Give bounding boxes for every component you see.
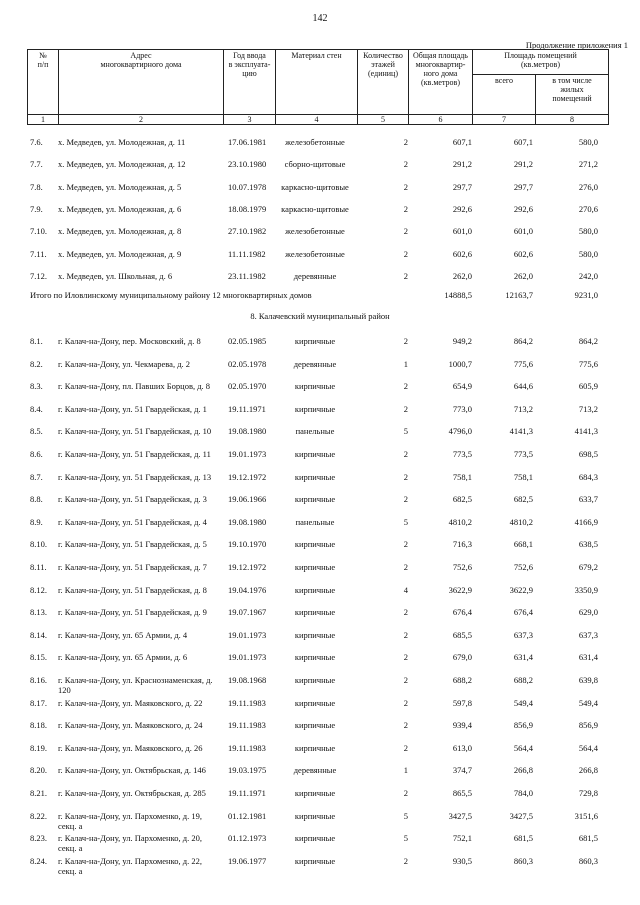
row-address: г. Калач-на-Дону, ул. Чекмарева, д. 2: [58, 358, 191, 369]
row-number: 8.8.: [30, 494, 43, 505]
header-living: в том числе жилых помещений: [536, 75, 609, 115]
row-premises-living: 549,4: [578, 697, 598, 708]
row-year: 19.01.1973: [228, 652, 267, 663]
row-total-area: 865,5: [452, 788, 472, 798]
row-address: г. Калач-на-Дону, ул. Маяковского, д. 22: [58, 697, 203, 708]
row-premises-all: 564,4: [513, 742, 533, 753]
row-total-area: 758,1: [452, 471, 472, 482]
row-total-area: 297,7: [452, 181, 472, 192]
row-floors: 1: [403, 765, 408, 776]
row-material: панельные: [295, 516, 335, 527]
row-floors: 5: [403, 426, 408, 437]
col-number: 4: [276, 115, 358, 125]
row-premises-living: 3350,9: [574, 584, 598, 595]
row-floors: 2: [403, 381, 408, 392]
row-total-area: 3427,5: [448, 810, 472, 821]
row-premises-all: 682,5: [513, 494, 533, 505]
row-year: 19.11.1983: [228, 697, 266, 708]
row-material: деревянные: [293, 270, 337, 281]
row-material: кирпичные: [294, 833, 336, 844]
row-premises-living: 271,2: [578, 159, 598, 170]
row-floors: 2: [403, 159, 408, 170]
row-number: 8.11.: [30, 562, 47, 572]
row-total-area: 930,5: [452, 855, 472, 866]
row-number: 8.12.: [30, 584, 47, 595]
table-header: [27, 49, 608, 125]
row-number: 8.10.: [30, 539, 47, 550]
row-premises-living: 633,7: [578, 494, 598, 505]
row-floors: 2: [403, 248, 408, 259]
row-total-area: 613,0: [452, 742, 472, 753]
row-address: г. Калач-на-Дону, ул. Маяковского, д. 24: [58, 720, 203, 731]
header-total-area: Общая площадь многоквартир- ного дома (кв.метров): [409, 50, 473, 115]
row-total-area: 679,0: [452, 652, 472, 663]
row-address: г. Калач-на-Дону, ул. Октябрьская, д. 285: [58, 788, 206, 798]
row-total-area: 262,0: [452, 270, 472, 281]
row-floors: 2: [403, 788, 408, 798]
row-material: деревянные: [293, 765, 337, 776]
row-premises-living: 775,6: [578, 358, 598, 369]
row-year: 01.12.1981: [228, 810, 267, 821]
row-number: 8.1.: [30, 336, 43, 346]
row-address: г. Калач-на-Дону, ул. 51 Гвардейская, д. 3: [58, 494, 207, 505]
row-premises-living: 698,5: [578, 449, 598, 459]
row-total-area: 597,8: [452, 697, 472, 708]
col-number: 7: [473, 115, 536, 125]
row-address: х. Медведев, ул. Молодежная, д. 8: [58, 226, 182, 237]
row-total-area: 949,2: [452, 336, 472, 346]
row-material: кирпичные: [294, 697, 336, 708]
row-floors: 2: [403, 562, 408, 572]
row-total-area: 4796,0: [448, 426, 472, 437]
row-number: 8.24.: [30, 855, 47, 866]
row-year: 19.01.1973: [228, 449, 267, 459]
row-floors: 4: [403, 584, 408, 595]
row-year: 11.11.1982: [228, 248, 266, 259]
row-floors: 2: [403, 855, 408, 866]
row-floors: 2: [403, 137, 408, 147]
row-total-area: 939,4: [452, 720, 472, 731]
row-total-area: 676,4: [452, 607, 472, 618]
row-premises-all: 668,1: [513, 539, 533, 550]
row-address: х. Медведев, ул. Молодежная, д. 12: [58, 159, 186, 170]
row-address: г. Калач-на-Дону, ул. 51 Гвардейская, д. 4: [58, 516, 207, 527]
row-year: 19.01.1973: [228, 629, 267, 640]
row-premises-all: 4141,3: [509, 426, 533, 437]
col-number: 2: [59, 115, 224, 125]
row-material: кирпичные: [294, 494, 336, 505]
row-address: х. Медведев, ул. Молодежная, д. 11: [58, 137, 186, 147]
row-year: 19.11.1983: [228, 720, 266, 731]
row-year: 19.12.1972: [228, 562, 267, 572]
section-title: 8. Калачевский муниципальный район: [250, 311, 390, 321]
row-total-area: 685,5: [452, 629, 472, 640]
row-address: г. Калач-на-Дону, ул. Маяковского, д. 26: [58, 742, 203, 753]
row-year: 01.12.1973: [228, 833, 267, 844]
row-premises-living: 580,0: [578, 248, 598, 259]
row-premises-all: 758,1: [513, 471, 533, 482]
row-material: кирпичные: [294, 471, 336, 482]
row-premises-living: 713,2: [578, 403, 598, 414]
row-material: кирпичные: [294, 810, 336, 821]
row-premises-all: 784,0: [513, 788, 533, 798]
header-column-numbers: [28, 115, 609, 125]
row-premises-all: 262,0: [513, 270, 533, 281]
row-year: 18.08.1979: [228, 203, 267, 214]
row-material: панельные: [295, 426, 335, 437]
row-premises-living: 679,2: [578, 562, 598, 572]
row-floors: 1: [403, 358, 408, 369]
row-address: г. Калач-на-Дону, ул. 51 Гвардейская, д. 7: [58, 562, 207, 572]
row-total-area: 374,7: [452, 765, 472, 776]
row-premises-all: 3427,5: [509, 810, 533, 821]
row-floors: 2: [403, 675, 408, 685]
row-year: 19.08.1968: [228, 675, 267, 685]
row-year: 02.05.1978: [228, 358, 267, 369]
row-number: 8.17.: [30, 697, 47, 708]
row-premises-living: 564,4: [578, 742, 598, 753]
row-material: кирпичные: [294, 675, 336, 685]
col-number: 3: [224, 115, 276, 125]
row-address: г. Калач-на-Дону, ул. 51 Гвардейская, д. 10: [58, 426, 212, 437]
row-address: г. Калач-на-Дону, пер. Московский, д. 8: [58, 336, 201, 346]
row-premises-living: 266,8: [578, 765, 598, 776]
row-material: кирпичные: [294, 403, 336, 414]
row-floors: 2: [403, 270, 408, 281]
row-number: 7.12.: [30, 270, 47, 281]
row-material: железобетонные: [285, 248, 345, 259]
row-year: 19.11.1971: [228, 403, 266, 414]
row-premises-living: 681,5: [578, 833, 598, 844]
total-living: 9231,0: [574, 290, 598, 300]
row-premises-living: 864,2: [578, 336, 598, 346]
row-floors: 2: [403, 720, 408, 731]
row-floors: 2: [403, 494, 408, 505]
page-number: 142: [312, 13, 328, 24]
row-premises-all: 3622,9: [509, 584, 533, 595]
row-year: 19.04.1976: [228, 584, 267, 595]
row-number: 7.6.: [30, 137, 43, 147]
row-year: 19.07.1967: [228, 607, 267, 618]
row-address: г. Калач-на-Дону, ул. 51 Гвардейская, д. 5: [58, 539, 207, 550]
row-material: кирпичные: [294, 720, 336, 731]
row-premises-all: 688,2: [513, 675, 533, 685]
total-label: Итого по Иловлинскому муниципальному району 12 многоквартирных домов: [30, 290, 312, 300]
row-floors: 2: [403, 226, 408, 237]
row-number: 8.20.: [30, 765, 47, 776]
row-address: г. Калач-на-Дону, ул. 51 Гвардейская, д. 1: [58, 403, 207, 414]
row-premises-living: 729,8: [578, 788, 598, 798]
row-material: кирпичные: [294, 539, 336, 550]
row-total-area: 292,6: [452, 203, 472, 214]
col-number: 6: [409, 115, 473, 125]
row-number: 7.9.: [30, 203, 43, 214]
row-number: 7.11.: [30, 248, 47, 259]
row-total-area: 291,2: [452, 159, 472, 170]
row-number: 8.19.: [30, 742, 47, 753]
row-premises-all: 631,4: [513, 652, 533, 663]
row-address: г. Калач-на-Дону, ул. Пархоменко, д. 20, секц. а: [58, 833, 203, 854]
row-floors: 2: [403, 607, 408, 618]
row-premises-all: 773,5: [513, 449, 533, 459]
row-total-area: 773,5: [452, 449, 472, 459]
row-floors: 2: [403, 539, 408, 550]
row-premises-living: 270,6: [578, 203, 598, 214]
row-premises-all: 752,6: [513, 562, 533, 572]
row-floors: 2: [403, 449, 408, 459]
row-address: г. Калач-на-Дону, ул. Октябрьская, д. 146: [58, 765, 206, 776]
row-premises-all: 4810,2: [509, 516, 533, 527]
row-floors: 5: [403, 516, 408, 527]
row-number: 8.6.: [30, 449, 43, 459]
row-material: кирпичные: [294, 336, 336, 346]
row-address: г. Калач-на-Дону, ул. Пархоменко, д. 19, секц. а: [58, 810, 203, 831]
row-premises-living: 580,0: [578, 137, 598, 147]
row-total-area: 1000,7: [448, 358, 472, 369]
row-year: 27.10.1982: [228, 226, 267, 237]
row-premises-living: 605,9: [578, 381, 598, 392]
row-material: сборно-щитовые: [284, 159, 346, 170]
row-floors: 2: [403, 742, 408, 753]
row-number: 8.21.: [30, 788, 47, 798]
header-address: Адрес многоквартирного дома: [59, 50, 224, 115]
row-material: кирпичные: [294, 584, 336, 595]
row-premises-living: 860,3: [578, 855, 598, 866]
continuation-note: Продолжение приложения 1: [525, 40, 628, 50]
row-premises-all: 676,4: [513, 607, 533, 618]
row-material: железобетонные: [285, 137, 345, 147]
row-premises-living: 242,0: [578, 270, 598, 281]
row-number: 8.18.: [30, 720, 47, 731]
row-material: деревянные: [293, 358, 337, 369]
row-address: х. Медведев, ул. Школьная, д. 6: [58, 270, 173, 281]
row-material: каркасно-щитовые: [281, 181, 349, 192]
row-premises-all: 266,8: [513, 765, 533, 776]
row-number: 8.23.: [30, 833, 47, 844]
row-material: кирпичные: [294, 742, 336, 753]
row-total-area: 682,5: [452, 494, 472, 505]
row-premises-all: 601,0: [513, 226, 533, 237]
header-floors: Количество этажей (единиц): [358, 50, 409, 115]
row-floors: 2: [403, 336, 408, 346]
row-address: г. Калач-на-Дону, ул. 51 Гвардейская, д. 13: [58, 471, 212, 482]
row-total-area: 4810,2: [448, 516, 472, 527]
row-year: 10.07.1978: [228, 181, 267, 192]
row-address: г. Калач-на-Дону, ул. 51 Гвардейская, д. 8: [58, 584, 207, 595]
row-number: 8.22.: [30, 810, 47, 821]
row-year: 23.10.1980: [228, 159, 267, 170]
row-total-area: 716,3: [452, 539, 472, 550]
row-year: 02.05.1985: [228, 336, 267, 346]
row-premises-all: 860,3: [513, 855, 533, 866]
row-premises-living: 684,3: [578, 471, 598, 482]
col-number: 1: [28, 115, 59, 125]
header-material: Материал стен: [276, 50, 358, 115]
header-premises-area: Площадь помещений (кв.метров): [473, 50, 609, 75]
row-material: кирпичные: [294, 607, 336, 618]
row-year: 19.03.1975: [228, 765, 267, 776]
header-year: Год ввода в эксплуата- цию: [224, 50, 276, 115]
row-number: 8.4.: [30, 403, 43, 414]
row-total-area: 752,6: [452, 562, 472, 572]
row-material: кирпичные: [294, 788, 336, 798]
row-material: кирпичные: [294, 562, 336, 572]
row-premises-all: 775,6: [513, 358, 533, 369]
row-floors: 5: [403, 810, 408, 821]
row-premises-living: 637,3: [578, 629, 598, 640]
row-premises-living: 580,0: [578, 226, 598, 237]
header-no: № п/п: [28, 50, 59, 115]
row-floors: 2: [403, 629, 408, 640]
row-premises-living: 3151,6: [574, 810, 598, 821]
col-number: 8: [536, 115, 609, 125]
row-number: 7.8.: [30, 181, 43, 192]
row-premises-all: 291,2: [513, 159, 533, 170]
row-total-area: 773,0: [452, 403, 472, 414]
row-year: 19.06.1977: [228, 855, 267, 866]
row-address: х. Медведев, ул. Молодежная, д. 6: [58, 203, 182, 214]
row-floors: 2: [403, 471, 408, 482]
row-premises-living: 631,4: [578, 652, 598, 663]
row-address: г. Калач-на-Дону, ул. Пархоменко, д. 22, секц. а: [58, 855, 203, 876]
row-number: 8.7.: [30, 471, 43, 482]
row-total-area: 602,6: [452, 248, 472, 259]
row-total-area: 607,1: [452, 137, 472, 147]
row-year: 19.11.1983: [228, 742, 266, 753]
row-premises-living: 856,9: [578, 720, 598, 731]
row-year: 02.05.1970: [228, 381, 267, 392]
row-premises-all: 856,9: [513, 720, 533, 731]
row-premises-all: 681,5: [513, 833, 533, 844]
row-premises-living: 639,8: [578, 675, 598, 685]
row-year: 23.11.1982: [228, 270, 266, 281]
row-year: 17.06.1981: [228, 137, 267, 147]
row-premises-living: 4141,3: [574, 426, 598, 437]
row-year: 19.11.1971: [228, 788, 266, 798]
row-address: г. Калач-на-Дону, ул. 51 Гвардейская, д. 9: [58, 607, 207, 618]
row-number: 8.16.: [30, 675, 47, 685]
header-all: всего: [473, 75, 536, 115]
row-address: х. Медведев, ул. Молодежная, д. 9: [58, 248, 182, 259]
row-premises-all: 602,6: [513, 248, 533, 259]
row-year: 19.12.1972: [228, 471, 267, 482]
row-material: кирпичные: [294, 855, 336, 866]
row-material: кирпичные: [294, 652, 336, 663]
row-address: г. Калач-на-Дону, ул. Краснознаменская, д. 120: [58, 675, 213, 695]
row-address: г. Калач-на-Дону, ул. 51 Гвардейская, д. 11: [58, 449, 211, 459]
row-premises-all: 713,2: [513, 403, 533, 414]
col-number: 5: [358, 115, 409, 125]
row-number: 8.5.: [30, 426, 43, 437]
row-number: 8.13.: [30, 607, 47, 618]
row-total-area: 654,9: [452, 381, 472, 392]
row-address: г. Калач-на-Дону, пл. Павших Борцов, д. 8: [58, 381, 211, 392]
row-premises-all: 637,3: [513, 629, 533, 640]
row-floors: 2: [403, 697, 408, 708]
row-premises-all: 607,1: [513, 137, 533, 147]
row-address: г. Калач-на-Дону, ул. 65 Армии, д. 4: [58, 629, 188, 640]
row-number: 8.3.: [30, 381, 43, 392]
row-floors: 2: [403, 203, 408, 214]
row-number: 7.10.: [30, 226, 47, 237]
row-address: г. Калач-на-Дону, ул. 65 Армии, д. 6: [58, 652, 188, 663]
row-premises-living: 629,0: [578, 607, 598, 618]
row-premises-all: 292,6: [513, 203, 533, 214]
row-premises-all: 644,6: [513, 381, 533, 392]
row-floors: 2: [403, 652, 408, 663]
row-floors: 5: [403, 833, 408, 844]
row-premises-living: 276,0: [578, 181, 598, 192]
row-material: железобетонные: [285, 226, 345, 237]
row-premises-all: 549,4: [513, 697, 533, 708]
row-year: 19.06.1966: [228, 494, 267, 505]
row-number: 8.9.: [30, 516, 43, 527]
row-address: х. Медведев, ул. Молодежная, д. 5: [58, 181, 182, 192]
total-all: 12163,7: [505, 290, 533, 300]
row-floors: 2: [403, 403, 408, 414]
row-premises-all: 864,2: [513, 336, 533, 346]
row-total-area: 601,0: [452, 226, 472, 237]
row-number: 8.14.: [30, 629, 47, 640]
row-number: 8.2.: [30, 358, 43, 369]
row-premises-all: 297,7: [513, 181, 533, 192]
row-year: 19.08.1980: [228, 516, 267, 527]
row-year: 19.10.1970: [228, 539, 267, 550]
row-material: кирпичные: [294, 381, 336, 392]
row-material: кирпичные: [294, 629, 336, 640]
row-premises-living: 638,5: [578, 539, 598, 550]
row-total-area: 752,1: [452, 833, 472, 844]
row-number: 7.7.: [30, 159, 43, 170]
total-area: 14888,5: [444, 290, 472, 300]
row-material: кирпичные: [294, 449, 336, 459]
row-total-area: 688,2: [452, 675, 472, 685]
row-floors: 2: [403, 181, 408, 192]
row-year: 19.08.1980: [228, 426, 267, 437]
row-material: каркасно-щитовые: [281, 203, 349, 214]
row-total-area: 3622,9: [448, 584, 472, 595]
row-premises-living: 4166,9: [574, 516, 598, 527]
row-number: 8.15.: [30, 652, 47, 663]
